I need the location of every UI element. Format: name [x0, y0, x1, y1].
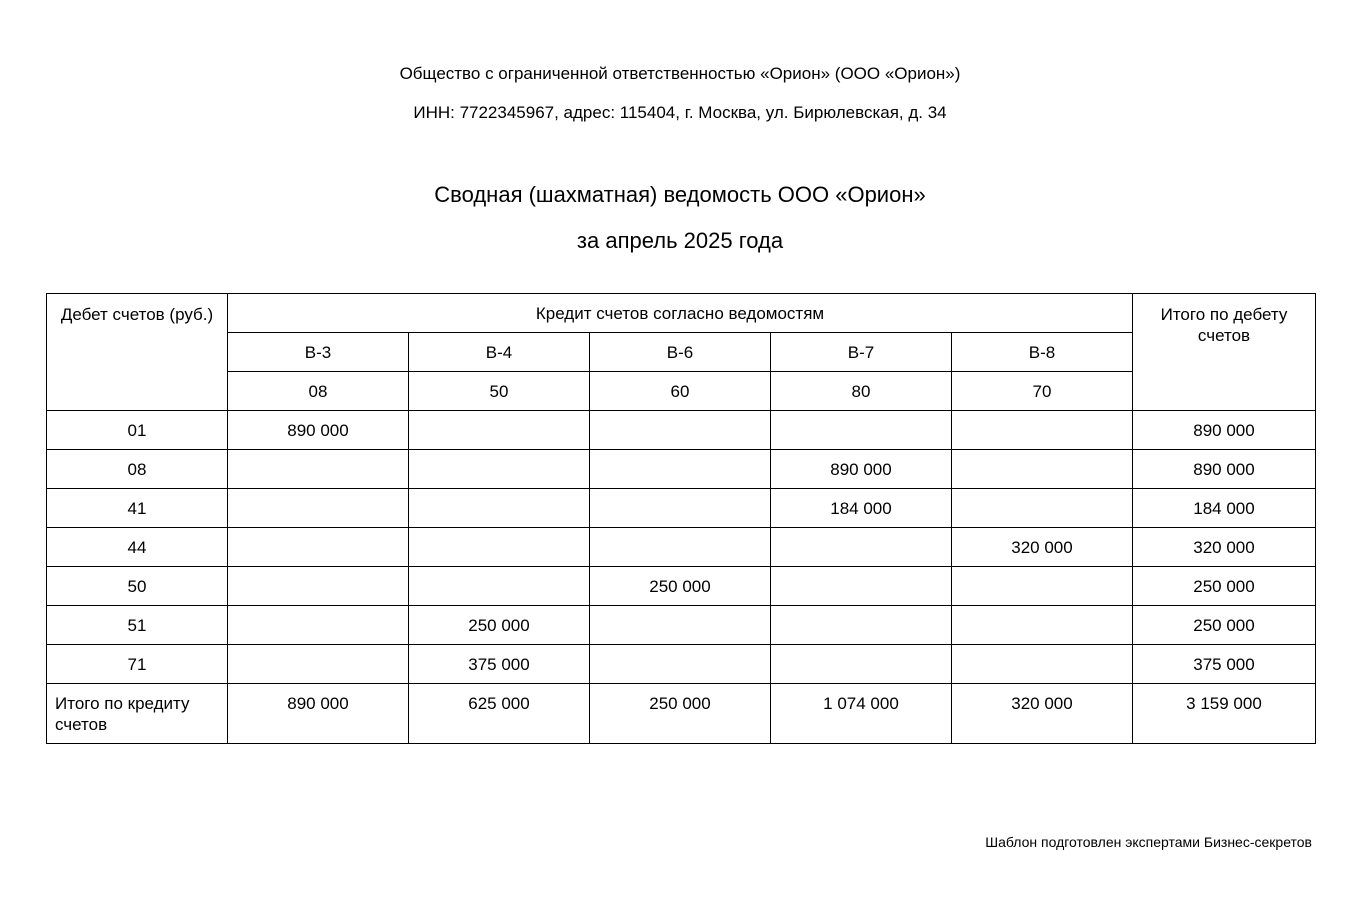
- statement-cell: В-8: [952, 333, 1133, 372]
- amount-cell: [771, 567, 952, 606]
- amount-cell: [409, 450, 590, 489]
- credit-total-cell: 890 000: [228, 684, 409, 744]
- credit-totals-row: [47, 684, 1316, 744]
- row-total-cell: 250 000: [1133, 606, 1316, 645]
- table-row: [47, 606, 1316, 645]
- statement-row: [47, 333, 1316, 372]
- credit-total-cell: 625 000: [409, 684, 590, 744]
- statement-cell: В-3: [228, 333, 409, 372]
- amount-cell: [228, 645, 409, 684]
- row-total-cell: 890 000: [1133, 450, 1316, 489]
- amount-cell: [952, 489, 1133, 528]
- organization-details: ИНН: 7722345967, адрес: 115404, г. Москва, ул. Бирюлевская, д. 34: [413, 103, 947, 122]
- amount-cell: [771, 411, 952, 450]
- table-row: [47, 411, 1316, 450]
- amount-cell: [771, 528, 952, 567]
- row-total-cell: 250 000: [1133, 567, 1316, 606]
- table-row: [47, 567, 1316, 606]
- debit-account-cell: 01: [47, 411, 228, 450]
- chess-ledger-table: [46, 293, 1316, 744]
- grand-total-cell: 3 159 000: [1133, 684, 1316, 744]
- amount-cell: [771, 645, 952, 684]
- amount-cell: 250 000: [590, 567, 771, 606]
- amount-cell: [952, 567, 1133, 606]
- amount-cell: [590, 450, 771, 489]
- credit-account-cell: 70: [952, 372, 1133, 411]
- amount-cell: [771, 606, 952, 645]
- document-period: за апрель 2025 года: [576, 228, 784, 253]
- credit-account-cell: 60: [590, 372, 771, 411]
- debit-header: Дебет счетов (руб.): [47, 294, 228, 411]
- table-row: [47, 489, 1316, 528]
- amount-cell: 375 000: [409, 645, 590, 684]
- amount-cell: [228, 606, 409, 645]
- debit-account-cell: 08: [47, 450, 228, 489]
- credit-total-cell: 1 074 000: [771, 684, 952, 744]
- debit-account-cell: 71: [47, 645, 228, 684]
- organization-name: Общество с ограниченной ответственностью «Орион» (ООО «Орион»): [399, 64, 961, 83]
- amount-cell: [952, 411, 1133, 450]
- amount-cell: [409, 567, 590, 606]
- amount-cell: [952, 606, 1133, 645]
- header-row-1: [47, 294, 1316, 333]
- table-row: [47, 528, 1316, 567]
- credit-total-cell: 320 000: [952, 684, 1133, 744]
- amount-cell: 890 000: [771, 450, 952, 489]
- amount-cell: [590, 411, 771, 450]
- amount-cell: 250 000: [409, 606, 590, 645]
- amount-cell: [228, 567, 409, 606]
- credit-totals-label: Итого по кредиту счетов: [47, 684, 228, 744]
- row-total-cell: 375 000: [1133, 645, 1316, 684]
- statement-cell: В-4: [409, 333, 590, 372]
- amount-cell: [409, 489, 590, 528]
- credit-header: Кредит счетов согласно ведомостям: [228, 294, 1133, 333]
- credit-account-row: [47, 372, 1316, 411]
- table-row: [47, 645, 1316, 684]
- amount-cell: [228, 450, 409, 489]
- amount-cell: [590, 489, 771, 528]
- amount-cell: [952, 645, 1133, 684]
- row-total-cell: 320 000: [1133, 528, 1316, 567]
- credit-account-cell: 50: [409, 372, 590, 411]
- amount-cell: [590, 528, 771, 567]
- debit-account-cell: 41: [47, 489, 228, 528]
- debit-account-cell: 51: [47, 606, 228, 645]
- debit-account-cell: 44: [47, 528, 228, 567]
- footer-note: Шаблон подготовлен экспертами Бизнес-секретов: [985, 834, 1312, 850]
- credit-account-cell: 80: [771, 372, 952, 411]
- document-title: Сводная (шахматная) ведомость ООО «Орион»: [434, 182, 926, 207]
- amount-cell: [590, 606, 771, 645]
- amount-cell: 320 000: [952, 528, 1133, 567]
- amount-cell: [952, 450, 1133, 489]
- amount-cell: 890 000: [228, 411, 409, 450]
- statement-cell: В-7: [771, 333, 952, 372]
- row-total-cell: 184 000: [1133, 489, 1316, 528]
- amount-cell: 184 000: [771, 489, 952, 528]
- credit-account-cell: 08: [228, 372, 409, 411]
- amount-cell: [409, 528, 590, 567]
- amount-cell: [590, 645, 771, 684]
- amount-cell: [228, 489, 409, 528]
- debit-account-cell: 50: [47, 567, 228, 606]
- total-debit-header: Итого по дебету счетов: [1133, 294, 1316, 411]
- amount-cell: [228, 528, 409, 567]
- row-total-cell: 890 000: [1133, 411, 1316, 450]
- table-row: [47, 450, 1316, 489]
- statement-cell: В-6: [590, 333, 771, 372]
- amount-cell: [409, 411, 590, 450]
- credit-total-cell: 250 000: [590, 684, 771, 744]
